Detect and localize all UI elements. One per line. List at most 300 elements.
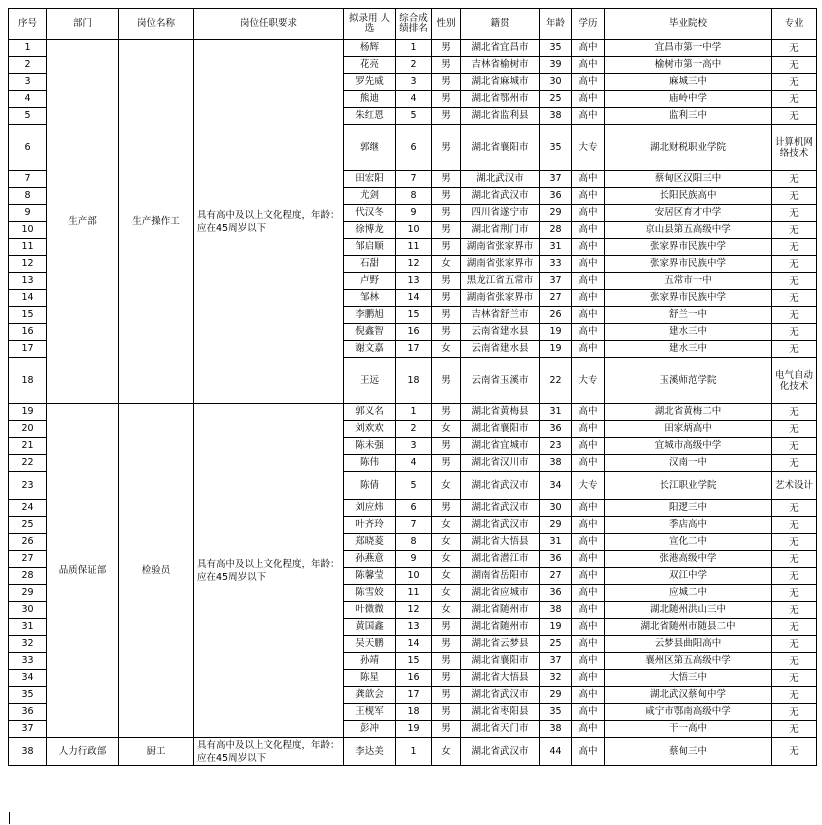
- school-cell: 田家炳高中: [605, 421, 772, 438]
- gender-cell: 女: [432, 602, 461, 619]
- education-cell: 高中: [572, 585, 605, 602]
- native-place-cell: 湖北省襄阳市: [461, 125, 540, 171]
- candidate-name-cell: 陈倩: [344, 472, 396, 500]
- candidate-name-cell: 叶齐玲: [344, 517, 396, 534]
- school-cell: 长江职业学院: [605, 472, 772, 500]
- major-cell: 计算机网络技术: [772, 125, 817, 171]
- row-number-cell: 6: [9, 125, 47, 171]
- major-cell: 无: [772, 108, 817, 125]
- education-cell: 高中: [572, 619, 605, 636]
- native-place-cell: 黑龙江省五常市: [461, 273, 540, 290]
- school-cell: 建水三中: [605, 324, 772, 341]
- candidate-name-cell: 石甜: [344, 256, 396, 273]
- school-cell: 季店高中: [605, 517, 772, 534]
- header-cell: 学历: [572, 9, 605, 40]
- native-place-cell: 湖北省武汉市: [461, 188, 540, 205]
- age-cell: 19: [540, 341, 572, 358]
- education-cell: 高中: [572, 341, 605, 358]
- row-number-cell: 8: [9, 188, 47, 205]
- candidate-name-cell: 吴天鹏: [344, 636, 396, 653]
- education-cell: 高中: [572, 324, 605, 341]
- score-rank-cell: 16: [396, 324, 432, 341]
- score-rank-cell: 11: [396, 585, 432, 602]
- education-cell: 高中: [572, 404, 605, 421]
- native-place-cell: 湖北省黄梅县: [461, 404, 540, 421]
- native-place-cell: 云南省玉溪市: [461, 358, 540, 404]
- candidate-name-cell: 倪鑫智: [344, 324, 396, 341]
- row-number-cell: 13: [9, 273, 47, 290]
- school-cell: 榆树市第一高中: [605, 57, 772, 74]
- major-cell: 无: [772, 40, 817, 57]
- native-place-cell: 湖北省武汉市: [461, 500, 540, 517]
- candidate-name-cell: 谢文嘉: [344, 341, 396, 358]
- row-number-cell: 3: [9, 74, 47, 91]
- age-cell: 31: [540, 239, 572, 256]
- education-cell: 高中: [572, 239, 605, 256]
- score-rank-cell: 14: [396, 636, 432, 653]
- age-cell: 36: [540, 188, 572, 205]
- major-cell: 无: [772, 619, 817, 636]
- gender-cell: 女: [432, 568, 461, 585]
- gender-cell: 男: [432, 290, 461, 307]
- candidate-name-cell: 龚歆会: [344, 687, 396, 704]
- school-cell: 蔡甸三中: [605, 738, 772, 766]
- candidate-name-cell: 陈未强: [344, 438, 396, 455]
- school-cell: 麻城三中: [605, 74, 772, 91]
- education-cell: 高中: [572, 222, 605, 239]
- candidate-name-cell: 郑晓菱: [344, 534, 396, 551]
- major-cell: 无: [772, 188, 817, 205]
- major-cell: 无: [772, 517, 817, 534]
- row-number-cell: 36: [9, 704, 47, 721]
- score-rank-cell: 12: [396, 256, 432, 273]
- candidate-name-cell: 陈星: [344, 670, 396, 687]
- major-cell: 无: [772, 438, 817, 455]
- row-number-cell: 15: [9, 307, 47, 324]
- score-rank-cell: 3: [396, 438, 432, 455]
- major-cell: 无: [772, 421, 817, 438]
- education-cell: 高中: [572, 517, 605, 534]
- age-cell: 30: [540, 500, 572, 517]
- native-place-cell: 湖北省随州市: [461, 619, 540, 636]
- school-cell: 五常市一中: [605, 273, 772, 290]
- major-cell: 无: [772, 324, 817, 341]
- education-cell: 高中: [572, 256, 605, 273]
- education-cell: 高中: [572, 290, 605, 307]
- major-cell: 无: [772, 653, 817, 670]
- score-rank-cell: 5: [396, 108, 432, 125]
- score-rank-cell: 1: [396, 40, 432, 57]
- gender-cell: 男: [432, 670, 461, 687]
- education-cell: 大专: [572, 125, 605, 171]
- school-cell: 宣化二中: [605, 534, 772, 551]
- gender-cell: 男: [432, 108, 461, 125]
- age-cell: 38: [540, 602, 572, 619]
- major-cell: 无: [772, 171, 817, 188]
- major-cell: 无: [772, 738, 817, 766]
- candidate-name-cell: 叶微微: [344, 602, 396, 619]
- score-rank-cell: 16: [396, 670, 432, 687]
- school-cell: 应城二中: [605, 585, 772, 602]
- age-cell: 38: [540, 108, 572, 125]
- row-number-cell: 31: [9, 619, 47, 636]
- row-number-cell: 19: [9, 404, 47, 421]
- education-cell: 高中: [572, 171, 605, 188]
- row-number-cell: 1: [9, 40, 47, 57]
- age-cell: 29: [540, 517, 572, 534]
- school-cell: 宜城市高级中学: [605, 438, 772, 455]
- header-cell: 年龄: [540, 9, 572, 40]
- major-cell: 无: [772, 704, 817, 721]
- major-cell: 无: [772, 687, 817, 704]
- major-cell: 无: [772, 534, 817, 551]
- native-place-cell: 湖北省云梦县: [461, 636, 540, 653]
- native-place-cell: 湖南省张家界市: [461, 256, 540, 273]
- score-rank-cell: 7: [396, 171, 432, 188]
- candidate-name-cell: 卢野: [344, 273, 396, 290]
- education-cell: 高中: [572, 602, 605, 619]
- age-cell: 22: [540, 358, 572, 404]
- native-place-cell: 湖北省鄂州市: [461, 91, 540, 108]
- age-cell: 32: [540, 670, 572, 687]
- age-cell: 29: [540, 687, 572, 704]
- text-cursor: [9, 812, 10, 824]
- school-cell: 云梦县曲阳高中: [605, 636, 772, 653]
- age-cell: 30: [540, 74, 572, 91]
- education-cell: 高中: [572, 421, 605, 438]
- native-place-cell: 湖北省大悟县: [461, 534, 540, 551]
- age-cell: 38: [540, 455, 572, 472]
- major-cell: 无: [772, 239, 817, 256]
- candidate-name-cell: 刘应炜: [344, 500, 396, 517]
- gender-cell: 女: [432, 472, 461, 500]
- school-cell: 监利三中: [605, 108, 772, 125]
- major-cell: 无: [772, 404, 817, 421]
- row-number-cell: 38: [9, 738, 47, 766]
- row-number-cell: 4: [9, 91, 47, 108]
- major-cell: 无: [772, 222, 817, 239]
- age-cell: 44: [540, 738, 572, 766]
- header-cell: 部门: [47, 9, 119, 40]
- score-rank-cell: 14: [396, 290, 432, 307]
- header-cell: 综合成绩排名: [396, 9, 432, 40]
- native-place-cell: 湖北省随州市: [461, 602, 540, 619]
- gender-cell: 女: [432, 256, 461, 273]
- row-number-cell: 22: [9, 455, 47, 472]
- major-cell: 无: [772, 74, 817, 91]
- gender-cell: 男: [432, 91, 461, 108]
- major-cell: 无: [772, 273, 817, 290]
- age-cell: 37: [540, 653, 572, 670]
- candidate-name-cell: 孙燕意: [344, 551, 396, 568]
- major-cell: 无: [772, 500, 817, 517]
- age-cell: 19: [540, 324, 572, 341]
- row-number-cell: 2: [9, 57, 47, 74]
- score-rank-cell: 2: [396, 57, 432, 74]
- gender-cell: 男: [432, 171, 461, 188]
- row-number-cell: 27: [9, 551, 47, 568]
- row-number-cell: 5: [9, 108, 47, 125]
- major-cell: 无: [772, 636, 817, 653]
- score-rank-cell: 11: [396, 239, 432, 256]
- school-cell: 宜昌市第一中学: [605, 40, 772, 57]
- row-number-cell: 14: [9, 290, 47, 307]
- major-cell: 无: [772, 256, 817, 273]
- document-page: [8, 8, 817, 766]
- header-cell: 拟录用 人选: [344, 9, 396, 40]
- score-rank-cell: 8: [396, 534, 432, 551]
- row-number-cell: 30: [9, 602, 47, 619]
- gender-cell: 女: [432, 341, 461, 358]
- age-cell: 29: [540, 205, 572, 222]
- candidate-name-cell: 王远: [344, 358, 396, 404]
- gender-cell: 男: [432, 721, 461, 738]
- school-cell: 湖北随州洪山三中: [605, 602, 772, 619]
- gender-cell: 男: [432, 125, 461, 171]
- gender-cell: 男: [432, 358, 461, 404]
- age-cell: 19: [540, 619, 572, 636]
- header-cell: 性别: [432, 9, 461, 40]
- score-rank-cell: 15: [396, 653, 432, 670]
- education-cell: 高中: [572, 74, 605, 91]
- school-cell: 干一高中: [605, 721, 772, 738]
- age-cell: 36: [540, 421, 572, 438]
- age-cell: 37: [540, 171, 572, 188]
- native-place-cell: 吉林省舒兰市: [461, 307, 540, 324]
- education-cell: 高中: [572, 438, 605, 455]
- age-cell: 35: [540, 40, 572, 57]
- school-cell: 张家界市民族中学: [605, 239, 772, 256]
- score-rank-cell: 13: [396, 273, 432, 290]
- school-cell: 湖北省黄梅二中: [605, 404, 772, 421]
- education-cell: 高中: [572, 91, 605, 108]
- gender-cell: 男: [432, 438, 461, 455]
- gender-cell: 男: [432, 500, 461, 517]
- education-cell: 高中: [572, 500, 605, 517]
- candidate-name-cell: 朱红恩: [344, 108, 396, 125]
- row-number-cell: 12: [9, 256, 47, 273]
- candidate-name-cell: 郭继: [344, 125, 396, 171]
- age-cell: 26: [540, 307, 572, 324]
- score-rank-cell: 9: [396, 551, 432, 568]
- header-cell: 岗位名称: [119, 9, 194, 40]
- candidate-name-cell: 陈馨莹: [344, 568, 396, 585]
- row-number-cell: 9: [9, 205, 47, 222]
- table-row: [9, 404, 817, 421]
- score-rank-cell: 13: [396, 619, 432, 636]
- school-cell: 湖北武汉蔡甸中学: [605, 687, 772, 704]
- school-cell: 张港高级中学: [605, 551, 772, 568]
- score-rank-cell: 2: [396, 421, 432, 438]
- row-number-cell: 33: [9, 653, 47, 670]
- school-cell: 张家界市民族中学: [605, 290, 772, 307]
- row-number-cell: 17: [9, 341, 47, 358]
- candidate-name-cell: 邹林: [344, 290, 396, 307]
- row-number-cell: 28: [9, 568, 47, 585]
- native-place-cell: 湖南省岳阳市: [461, 568, 540, 585]
- major-cell: 艺术设计: [772, 472, 817, 500]
- score-rank-cell: 7: [396, 517, 432, 534]
- native-place-cell: 湖北武汉市: [461, 171, 540, 188]
- department-cell: 人力行政部: [47, 738, 119, 766]
- candidate-name-cell: 陈伟: [344, 455, 396, 472]
- school-cell: 双江中学: [605, 568, 772, 585]
- requirement-cell: 具有高中及以上文化程度，年龄：应在45周岁以下: [194, 404, 344, 738]
- age-cell: 28: [540, 222, 572, 239]
- gender-cell: 女: [432, 534, 461, 551]
- score-rank-cell: 4: [396, 455, 432, 472]
- major-cell: 无: [772, 551, 817, 568]
- major-cell: 无: [772, 721, 817, 738]
- school-cell: 大悟三中: [605, 670, 772, 687]
- education-cell: 高中: [572, 57, 605, 74]
- education-cell: 高中: [572, 534, 605, 551]
- native-place-cell: 云南省建水县: [461, 341, 540, 358]
- score-rank-cell: 18: [396, 358, 432, 404]
- score-rank-cell: 10: [396, 222, 432, 239]
- header-cell: 毕业院校: [605, 9, 772, 40]
- gender-cell: 男: [432, 307, 461, 324]
- score-rank-cell: 17: [396, 687, 432, 704]
- native-place-cell: 吉林省榆树市: [461, 57, 540, 74]
- candidate-name-cell: 李鹏旭: [344, 307, 396, 324]
- gender-cell: 女: [432, 551, 461, 568]
- school-cell: 湖北财税职业学院: [605, 125, 772, 171]
- education-cell: 高中: [572, 653, 605, 670]
- native-place-cell: 湖北省监利县: [461, 108, 540, 125]
- age-cell: 36: [540, 585, 572, 602]
- native-place-cell: 湖北省天门市: [461, 721, 540, 738]
- row-number-cell: 18: [9, 358, 47, 404]
- requirement-cell: 具有高中及以上文化程度，年龄：应在45周岁以下: [194, 40, 344, 404]
- department-cell: 品质保证部: [47, 404, 119, 738]
- gender-cell: 男: [432, 222, 461, 239]
- row-number-cell: 16: [9, 324, 47, 341]
- major-cell: 无: [772, 91, 817, 108]
- education-cell: 高中: [572, 205, 605, 222]
- gender-cell: 男: [432, 404, 461, 421]
- native-place-cell: 湖北省襄阳市: [461, 421, 540, 438]
- gender-cell: 男: [432, 704, 461, 721]
- major-cell: 无: [772, 568, 817, 585]
- education-cell: 高中: [572, 738, 605, 766]
- education-cell: 高中: [572, 721, 605, 738]
- row-number-cell: 26: [9, 534, 47, 551]
- gender-cell: 女: [432, 421, 461, 438]
- gender-cell: 男: [432, 619, 461, 636]
- position-cell: 检验员: [119, 404, 194, 738]
- age-cell: 31: [540, 404, 572, 421]
- row-number-cell: 29: [9, 585, 47, 602]
- score-rank-cell: 1: [396, 404, 432, 421]
- score-rank-cell: 17: [396, 341, 432, 358]
- native-place-cell: 湖北省襄阳市: [461, 653, 540, 670]
- education-cell: 高中: [572, 108, 605, 125]
- education-cell: 高中: [572, 636, 605, 653]
- age-cell: 27: [540, 290, 572, 307]
- education-cell: 大专: [572, 472, 605, 500]
- native-place-cell: 四川省遂宁市: [461, 205, 540, 222]
- major-cell: 无: [772, 205, 817, 222]
- native-place-cell: 湖北省潜江市: [461, 551, 540, 568]
- candidate-name-cell: 黄国鑫: [344, 619, 396, 636]
- education-cell: 高中: [572, 455, 605, 472]
- major-cell: 无: [772, 57, 817, 74]
- row-number-cell: 32: [9, 636, 47, 653]
- candidate-name-cell: 陈雪姣: [344, 585, 396, 602]
- age-cell: 33: [540, 256, 572, 273]
- age-cell: 39: [540, 57, 572, 74]
- age-cell: 35: [540, 125, 572, 171]
- header-cell: 专业: [772, 9, 817, 40]
- gender-cell: 男: [432, 57, 461, 74]
- education-cell: 高中: [572, 687, 605, 704]
- score-rank-cell: 1: [396, 738, 432, 766]
- age-cell: 25: [540, 636, 572, 653]
- education-cell: 高中: [572, 40, 605, 57]
- education-cell: 高中: [572, 307, 605, 324]
- candidate-name-cell: 罗先威: [344, 74, 396, 91]
- score-rank-cell: 5: [396, 472, 432, 500]
- candidate-name-cell: 徐博龙: [344, 222, 396, 239]
- gender-cell: 男: [432, 636, 461, 653]
- gender-cell: 女: [432, 585, 461, 602]
- score-rank-cell: 15: [396, 307, 432, 324]
- school-cell: 安居区育才中学: [605, 205, 772, 222]
- score-rank-cell: 9: [396, 205, 432, 222]
- table-header-row: [9, 9, 817, 40]
- school-cell: 张家界市民族中学: [605, 256, 772, 273]
- candidate-name-cell: 彭冲: [344, 721, 396, 738]
- major-cell: 无: [772, 585, 817, 602]
- gender-cell: 男: [432, 653, 461, 670]
- row-number-cell: 37: [9, 721, 47, 738]
- header-cell: 籍贯: [461, 9, 540, 40]
- gender-cell: 男: [432, 239, 461, 256]
- row-number-cell: 34: [9, 670, 47, 687]
- position-cell: 生产操作工: [119, 40, 194, 404]
- score-rank-cell: 10: [396, 568, 432, 585]
- gender-cell: 男: [432, 188, 461, 205]
- school-cell: 汉南一中: [605, 455, 772, 472]
- major-cell: 无: [772, 670, 817, 687]
- score-rank-cell: 4: [396, 91, 432, 108]
- education-cell: 高中: [572, 188, 605, 205]
- department-cell: 生产部: [47, 40, 119, 404]
- native-place-cell: 湖北省大悟县: [461, 670, 540, 687]
- row-number-cell: 24: [9, 500, 47, 517]
- age-cell: 36: [540, 551, 572, 568]
- candidate-name-cell: 刘欢欢: [344, 421, 396, 438]
- age-cell: 23: [540, 438, 572, 455]
- candidate-name-cell: 邹启顺: [344, 239, 396, 256]
- age-cell: 34: [540, 472, 572, 500]
- native-place-cell: 湖北省武汉市: [461, 687, 540, 704]
- header-cell: 岗位任职要求: [194, 9, 344, 40]
- native-place-cell: 湖北省枣阳县: [461, 704, 540, 721]
- age-cell: 31: [540, 534, 572, 551]
- school-cell: 舒兰一中: [605, 307, 772, 324]
- major-cell: 无: [772, 307, 817, 324]
- major-cell: 无: [772, 602, 817, 619]
- score-rank-cell: 6: [396, 500, 432, 517]
- age-cell: 27: [540, 568, 572, 585]
- school-cell: 京山县第五高级中学: [605, 222, 772, 239]
- school-cell: 建水三中: [605, 341, 772, 358]
- school-cell: 蔡甸区汉阳三中: [605, 171, 772, 188]
- candidate-name-cell: 王枧军: [344, 704, 396, 721]
- gender-cell: 男: [432, 687, 461, 704]
